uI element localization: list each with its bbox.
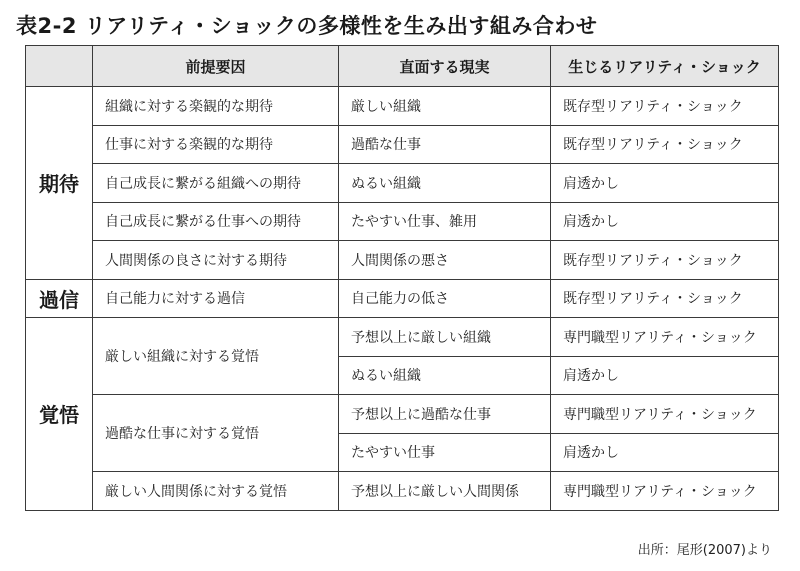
shock-cell: 肩透かし <box>551 202 779 241</box>
reality-cell: たやすい仕事、雑用 <box>339 202 551 241</box>
premise-cell: 組織に対する楽観的な期待 <box>93 87 339 126</box>
reality-cell: 予想以上に厳しい人間関係 <box>339 472 551 511</box>
table-row <box>26 395 779 434</box>
premise-cell: 自己成長に繋がる組織への期待 <box>93 164 339 203</box>
reality-cell: ぬるい組織 <box>339 356 551 395</box>
premise-cell: 過酷な仕事に対する覚悟 <box>93 395 339 472</box>
reality-cell: 人間関係の悪さ <box>339 241 551 280</box>
premise-cell: 仕事に対する楽観的な期待 <box>93 125 339 164</box>
shock-cell: 専門職型リアリティ・ショック <box>551 395 779 434</box>
premise-cell: 人間関係の良さに対する期待 <box>93 241 339 280</box>
reality-cell: たやすい仕事 <box>339 433 551 472</box>
table-row <box>26 125 779 164</box>
table-row <box>26 318 779 357</box>
shock-cell: 専門職型リアリティ・ショック <box>551 318 779 357</box>
reality-cell: 過酷な仕事 <box>339 125 551 164</box>
premise-cell: 自己能力に対する過信 <box>93 279 339 318</box>
reality-cell: 予想以上に過酷な仕事 <box>339 395 551 434</box>
header-premise: 前提要因 <box>93 46 339 87</box>
table-title: 表2-2 リアリティ・ショックの多様性を生み出す組み合わせ <box>16 14 598 38</box>
table-row <box>26 87 779 126</box>
table-row <box>26 164 779 203</box>
table-row <box>26 472 779 511</box>
header-row <box>26 46 779 87</box>
header-reality: 直面する現実 <box>339 46 551 87</box>
premise-cell: 厳しい組織に対する覚悟 <box>93 318 339 395</box>
shock-cell: 肩透かし <box>551 433 779 472</box>
shock-cell: 既存型リアリティ・ショック <box>551 125 779 164</box>
shock-cell: 専門職型リアリティ・ショック <box>551 472 779 511</box>
premise-cell: 自己成長に繋がる仕事への期待 <box>93 202 339 241</box>
table-row <box>26 241 779 280</box>
shock-cell: 既存型リアリティ・ショック <box>551 87 779 126</box>
table-row <box>26 279 779 318</box>
table-row <box>26 202 779 241</box>
source-note: 出所：尾形(2007)より <box>637 543 772 558</box>
shock-cell: 肩透かし <box>551 164 779 203</box>
reality-cell: ぬるい組織 <box>339 164 551 203</box>
reality-cell: 自己能力の低さ <box>339 279 551 318</box>
shock-cell: 既存型リアリティ・ショック <box>551 241 779 280</box>
shock-cell: 肩透かし <box>551 356 779 395</box>
premise-cell: 厳しい人間関係に対する覚悟 <box>93 472 339 511</box>
category-kashin: 過信 <box>26 279 93 318</box>
header-corner <box>26 46 93 87</box>
reality-cell: 予想以上に厳しい組織 <box>339 318 551 357</box>
shock-cell: 既存型リアリティ・ショック <box>551 279 779 318</box>
reality-cell: 厳しい組織 <box>339 87 551 126</box>
category-kakugo: 覚悟 <box>26 318 93 511</box>
reality-shock-table <box>25 45 779 511</box>
category-kitai: 期待 <box>26 87 93 280</box>
header-shock: 生じるリアリティ・ショック <box>551 46 779 87</box>
